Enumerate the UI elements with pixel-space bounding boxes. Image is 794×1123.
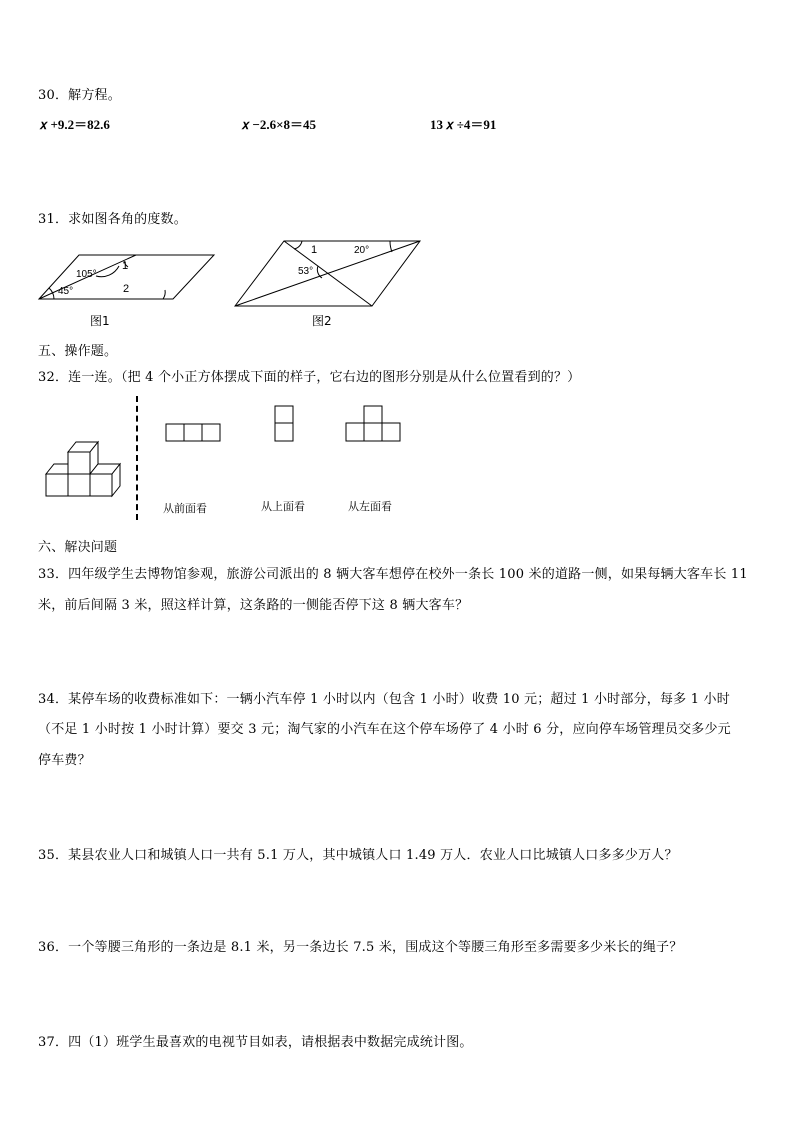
- fig2-label-1: 1: [311, 244, 318, 256]
- view-label-front: 从前面看: [163, 502, 207, 515]
- equation-3: 13 𝑥 ÷4＝91: [430, 117, 497, 132]
- q30-title: 30．解方程。: [38, 88, 121, 103]
- fig2-caption: 图2: [312, 314, 332, 328]
- fig1-label-2: 2: [123, 283, 130, 295]
- fig1-arc-2: [163, 290, 165, 299]
- q34-line3: 停车费？: [38, 753, 91, 768]
- q34-line2: （不足 1 小时按 1 小时计算）要交 3 元；淘气家的小汽车在这个停车场停了 4 小时 6 分，应向停车场管理员交多少元: [38, 722, 731, 737]
- dashed-divider: [136, 396, 138, 520]
- q36-text: 36．一个等腰三角形的一条边是 8.1 米，另一条边长 7.5 米，围成这个等腰三角形至多需要多少米长的绳子？: [38, 940, 683, 955]
- view-top-shape: [272, 404, 298, 444]
- fig2-angle-53: 53°: [298, 266, 314, 277]
- fig2-arc-1: [294, 241, 302, 249]
- fig1-caption: 图1: [90, 314, 110, 328]
- q37-text: 37．四（1）班学生最喜欢的电视节目如表，请根据表中数据完成统计图。: [38, 1035, 473, 1050]
- fig2-angle-20: 20°: [354, 245, 370, 256]
- q35-text: 35．某县农业人口和城镇人口一共有 5.1 万人，其中城镇人口 1.49 万人．农业人口比城镇人口多多少万人？: [38, 848, 678, 863]
- equation-1: 𝑥 +9.2＝82.6: [40, 117, 110, 132]
- figure-2-parallelogram: [232, 236, 424, 310]
- section6-title: 六、解决问题: [38, 540, 118, 555]
- q34-line1: 34．某停车场的收费标准如下：一辆小汽车停 1 小时以内（包含 1 小时）收费 10 元；超过 1 小时部分，每多 1 小时: [38, 692, 730, 707]
- equation-2: 𝑥 −2.6×8＝45: [242, 117, 317, 132]
- cubes-figure: [44, 436, 128, 500]
- view-left-shape: [344, 404, 404, 444]
- section5-title: 五、操作题。: [38, 344, 118, 359]
- q32-title: 32．连一连。（把 4 个小正方体摆成下面的样子，它右边的图形分别是从什么位置看到的？）: [38, 370, 581, 385]
- fig2-arc-20: [390, 241, 392, 252]
- fig1-label-1: 1: [122, 260, 129, 272]
- view-label-top: 从上面看: [261, 500, 305, 513]
- view-label-left: 从左面看: [348, 500, 392, 513]
- view-front-shape: [164, 422, 224, 444]
- fig1-angle-45: 45°: [58, 286, 74, 297]
- q31-title: 31．求如图各角的度数。: [38, 212, 187, 227]
- q33-line2: 米，前后间隔 3 米，照这样计算，这条路的一侧能否停下这 8 辆大客车？: [38, 598, 469, 613]
- fig1-angle-105: 105°: [76, 269, 97, 280]
- q33-line1: 33．四年级学生去博物馆参观，旅游公司派出的 8 辆大客车想停在校外一条长 100 米的道路一侧，如果每辆大客车长 11: [38, 567, 748, 582]
- figure-1-parallelogram: [36, 248, 216, 328]
